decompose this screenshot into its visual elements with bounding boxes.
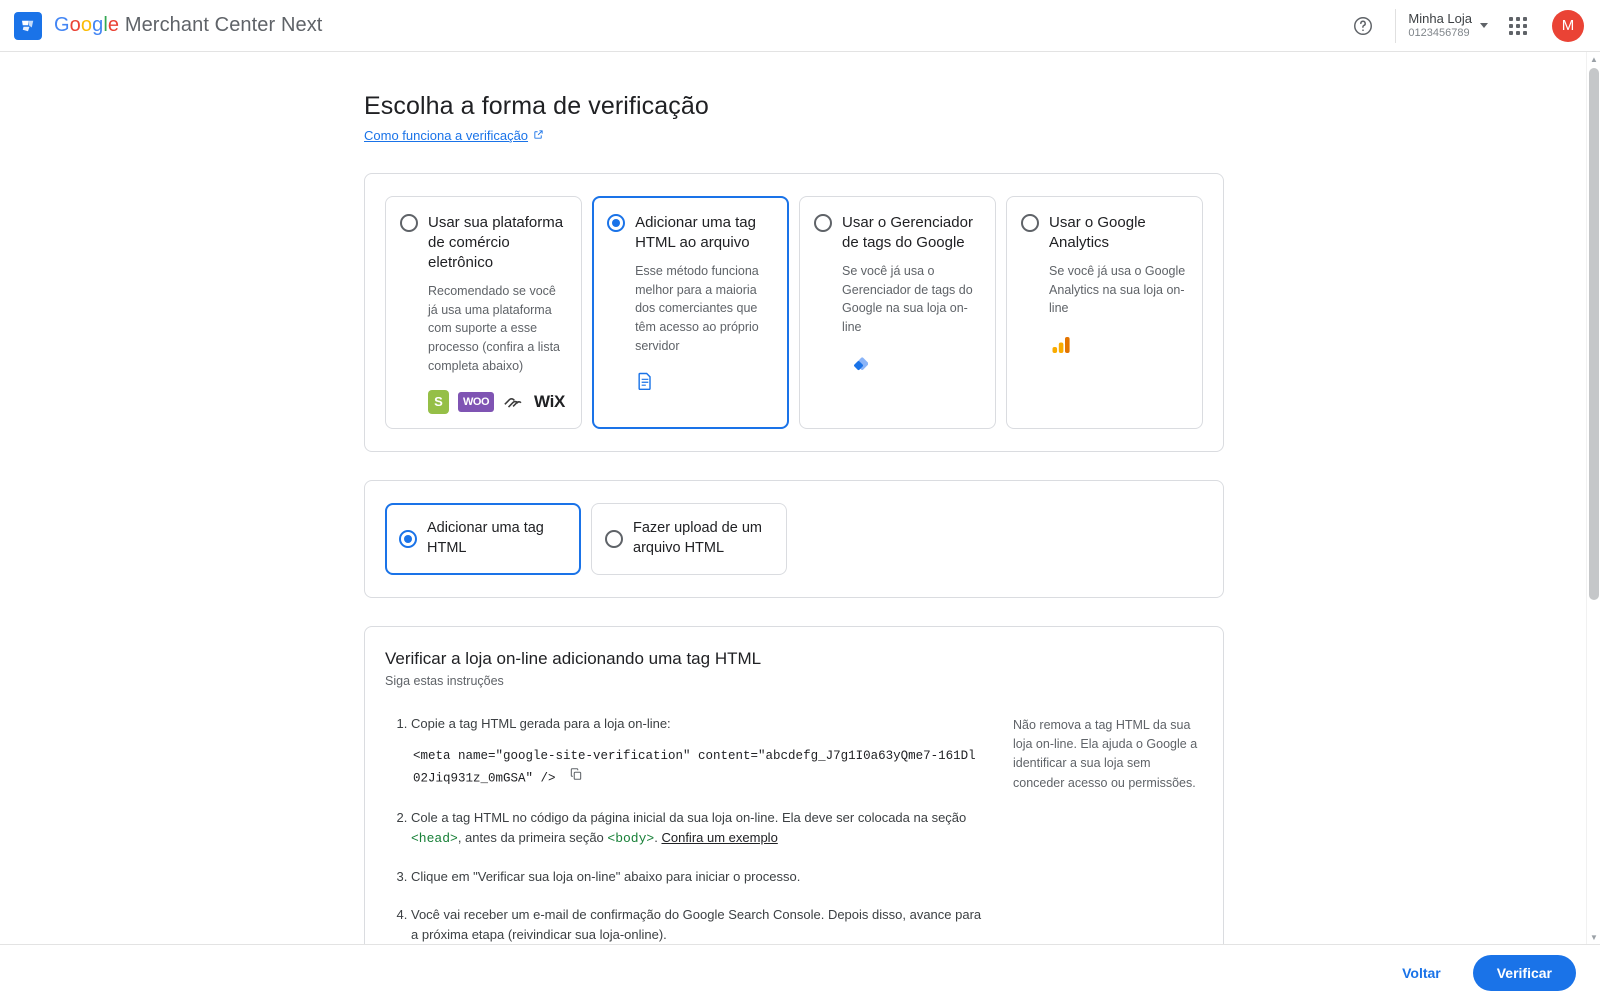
back-button[interactable]: Voltar — [1388, 956, 1455, 990]
help-icon[interactable] — [1343, 6, 1383, 46]
step-4 — [411, 905, 983, 944]
mode-label: Adicionar uma tag HTML — [427, 520, 544, 556]
step-2-text-a: Cole a tag HTML no código da página inicial da sua loja on-line. Ela deve ser colocada na seção — [411, 809, 967, 825]
step-2 — [411, 808, 983, 849]
option-header — [607, 213, 772, 253]
radio-ecommerce-platform[interactable] — [400, 214, 418, 232]
option-description: Se você já usa o Google Analytics na sua loja on-line — [1049, 263, 1186, 316]
option-icon-wrap — [635, 370, 772, 397]
scroll-up-arrow-icon[interactable]: ▲ — [1590, 54, 1598, 64]
option-icon-wrap — [1049, 332, 1186, 361]
option-header — [400, 213, 565, 273]
instructions-steps — [385, 714, 983, 944]
vertical-scrollbar[interactable] — [1586, 52, 1600, 944]
google-analytics-icon — [1049, 332, 1073, 361]
radio-upload-html-file[interactable] — [605, 530, 623, 548]
instructions-title: Verificar a loja on-line adicionando uma tag HTML — [385, 648, 762, 668]
step-2-text-b: , antes da primeira seção — [457, 829, 604, 845]
see-example-link[interactable]: Confira um exemplo — [661, 829, 778, 845]
account-switcher[interactable] — [1395, 9, 1492, 43]
scroll-region — [0, 52, 1600, 944]
option-html-tag[interactable] — [592, 196, 789, 429]
merchant-center-logo-icon — [14, 12, 42, 40]
header-right — [1343, 6, 1584, 46]
page-column — [364, 92, 1224, 944]
page-title: Escolha a forma de verificação — [364, 92, 709, 120]
woocommerce-icon: WOO — [458, 392, 494, 412]
option-icon-wrap — [842, 351, 979, 382]
squarespace-icon — [503, 394, 525, 410]
brand[interactable] — [14, 12, 322, 40]
brand-text — [54, 14, 322, 37]
radio-google-analytics[interactable] — [1021, 214, 1039, 232]
brand-google: Google — [54, 14, 120, 36]
option-title: Usar o Gerenciador de tags do Google — [842, 214, 973, 251]
step-1 — [411, 714, 983, 790]
step-3-text: Clique em "Verificar sua loja on-line" abaixo para iniciar o processo. — [411, 868, 801, 884]
verification-methods-row — [385, 196, 1203, 429]
verification-methods-card — [364, 173, 1224, 452]
verification-meta-tag — [413, 746, 983, 790]
step-2-body-tag: <body> — [607, 830, 655, 846]
mode-upload-html-file[interactable] — [591, 503, 787, 575]
scroll-down-arrow-icon[interactable]: ▼ — [1590, 932, 1598, 942]
mode-add-html-tag[interactable] — [385, 503, 581, 575]
scrollbar-thumb[interactable] — [1589, 68, 1599, 600]
account-info — [1408, 11, 1472, 41]
avatar[interactable]: M — [1552, 10, 1584, 42]
google-tag-manager-icon — [842, 351, 868, 382]
apps-grid-icon[interactable] — [1498, 6, 1538, 46]
step-2-head-tag: <head> — [411, 830, 458, 846]
how-verification-works-label: Como funciona a verificação — [364, 128, 529, 143]
option-header — [814, 213, 979, 253]
instructions-subtitle: Siga estas instruções — [385, 673, 504, 688]
app-header — [0, 0, 1600, 52]
step-1-text: Copie a tag HTML gerada para a loja on-line: — [411, 715, 671, 731]
option-description: Se você já usa o Gerenciador de tags do Google na sua loja on-line — [842, 263, 973, 335]
option-title: Adicionar uma tag HTML ao arquivo — [635, 214, 756, 251]
radio-html-tag[interactable] — [607, 214, 625, 232]
option-header — [1021, 213, 1186, 253]
html-mode-row — [385, 503, 1203, 575]
instructions-card — [364, 626, 1224, 944]
shopify-icon: S — [428, 390, 449, 414]
how-verification-works-link[interactable] — [364, 128, 544, 143]
step-4-text: Você vai receber um e-mail de confirmação do Google Search Console. Depois disso, avance para a próxima etapa (reivindicar sua loja-online). — [411, 907, 982, 943]
mode-label: Fazer upload de um arquivo HTML — [633, 520, 762, 556]
option-title: Usar sua plataforma de comércio eletrônico — [428, 214, 564, 271]
html-mode-card — [364, 480, 1224, 598]
footer-actions — [0, 944, 1600, 1000]
html-file-icon — [635, 370, 655, 397]
verify-button[interactable]: Verificar — [1473, 955, 1576, 991]
radio-add-html-tag[interactable] — [399, 530, 417, 548]
instructions-side-note: Não remova a tag HTML da sua loja on-line. Ela ajuda o Google a identificar a sua loja sem conceder acesso ou permissões. — [1013, 717, 1198, 790]
apps-grid-dots — [1509, 17, 1527, 35]
brand-product: Merchant Center Next — [124, 14, 323, 36]
account-name: Minha Loja — [1408, 10, 1472, 26]
platform-logos — [428, 390, 565, 414]
option-description: Recomendado se você já usa uma plataforma com suporte a esse processo (confira a lista completa abaixo) — [428, 283, 561, 373]
option-tag-manager[interactable] — [799, 196, 996, 429]
step-2-text-c: . — [654, 829, 658, 845]
copy-icon[interactable] — [569, 767, 583, 789]
instructions-body — [385, 714, 1203, 944]
page-content — [0, 52, 1600, 944]
radio-tag-manager[interactable] — [814, 214, 832, 232]
external-link-icon — [533, 128, 544, 143]
chevron-down-icon — [1480, 23, 1488, 28]
account-id: 0123456789 — [1408, 26, 1470, 39]
option-description: Esse método funciona melhor para a maioria dos comerciantes que têm acesso ao próprio servidor — [635, 263, 759, 353]
step-3 — [411, 867, 983, 887]
option-ecommerce-platform[interactable] — [385, 196, 582, 429]
wix-icon: WiX — [534, 391, 566, 411]
verification-meta-tag-text: <meta name="google-site-verification" content="abcdefg_J7g1I0a63yQme7-161Dl02Jiq931z_0mGSA" /> — [413, 748, 976, 786]
option-google-analytics[interactable] — [1006, 196, 1203, 429]
option-title: Usar o Google Analytics — [1049, 214, 1146, 251]
